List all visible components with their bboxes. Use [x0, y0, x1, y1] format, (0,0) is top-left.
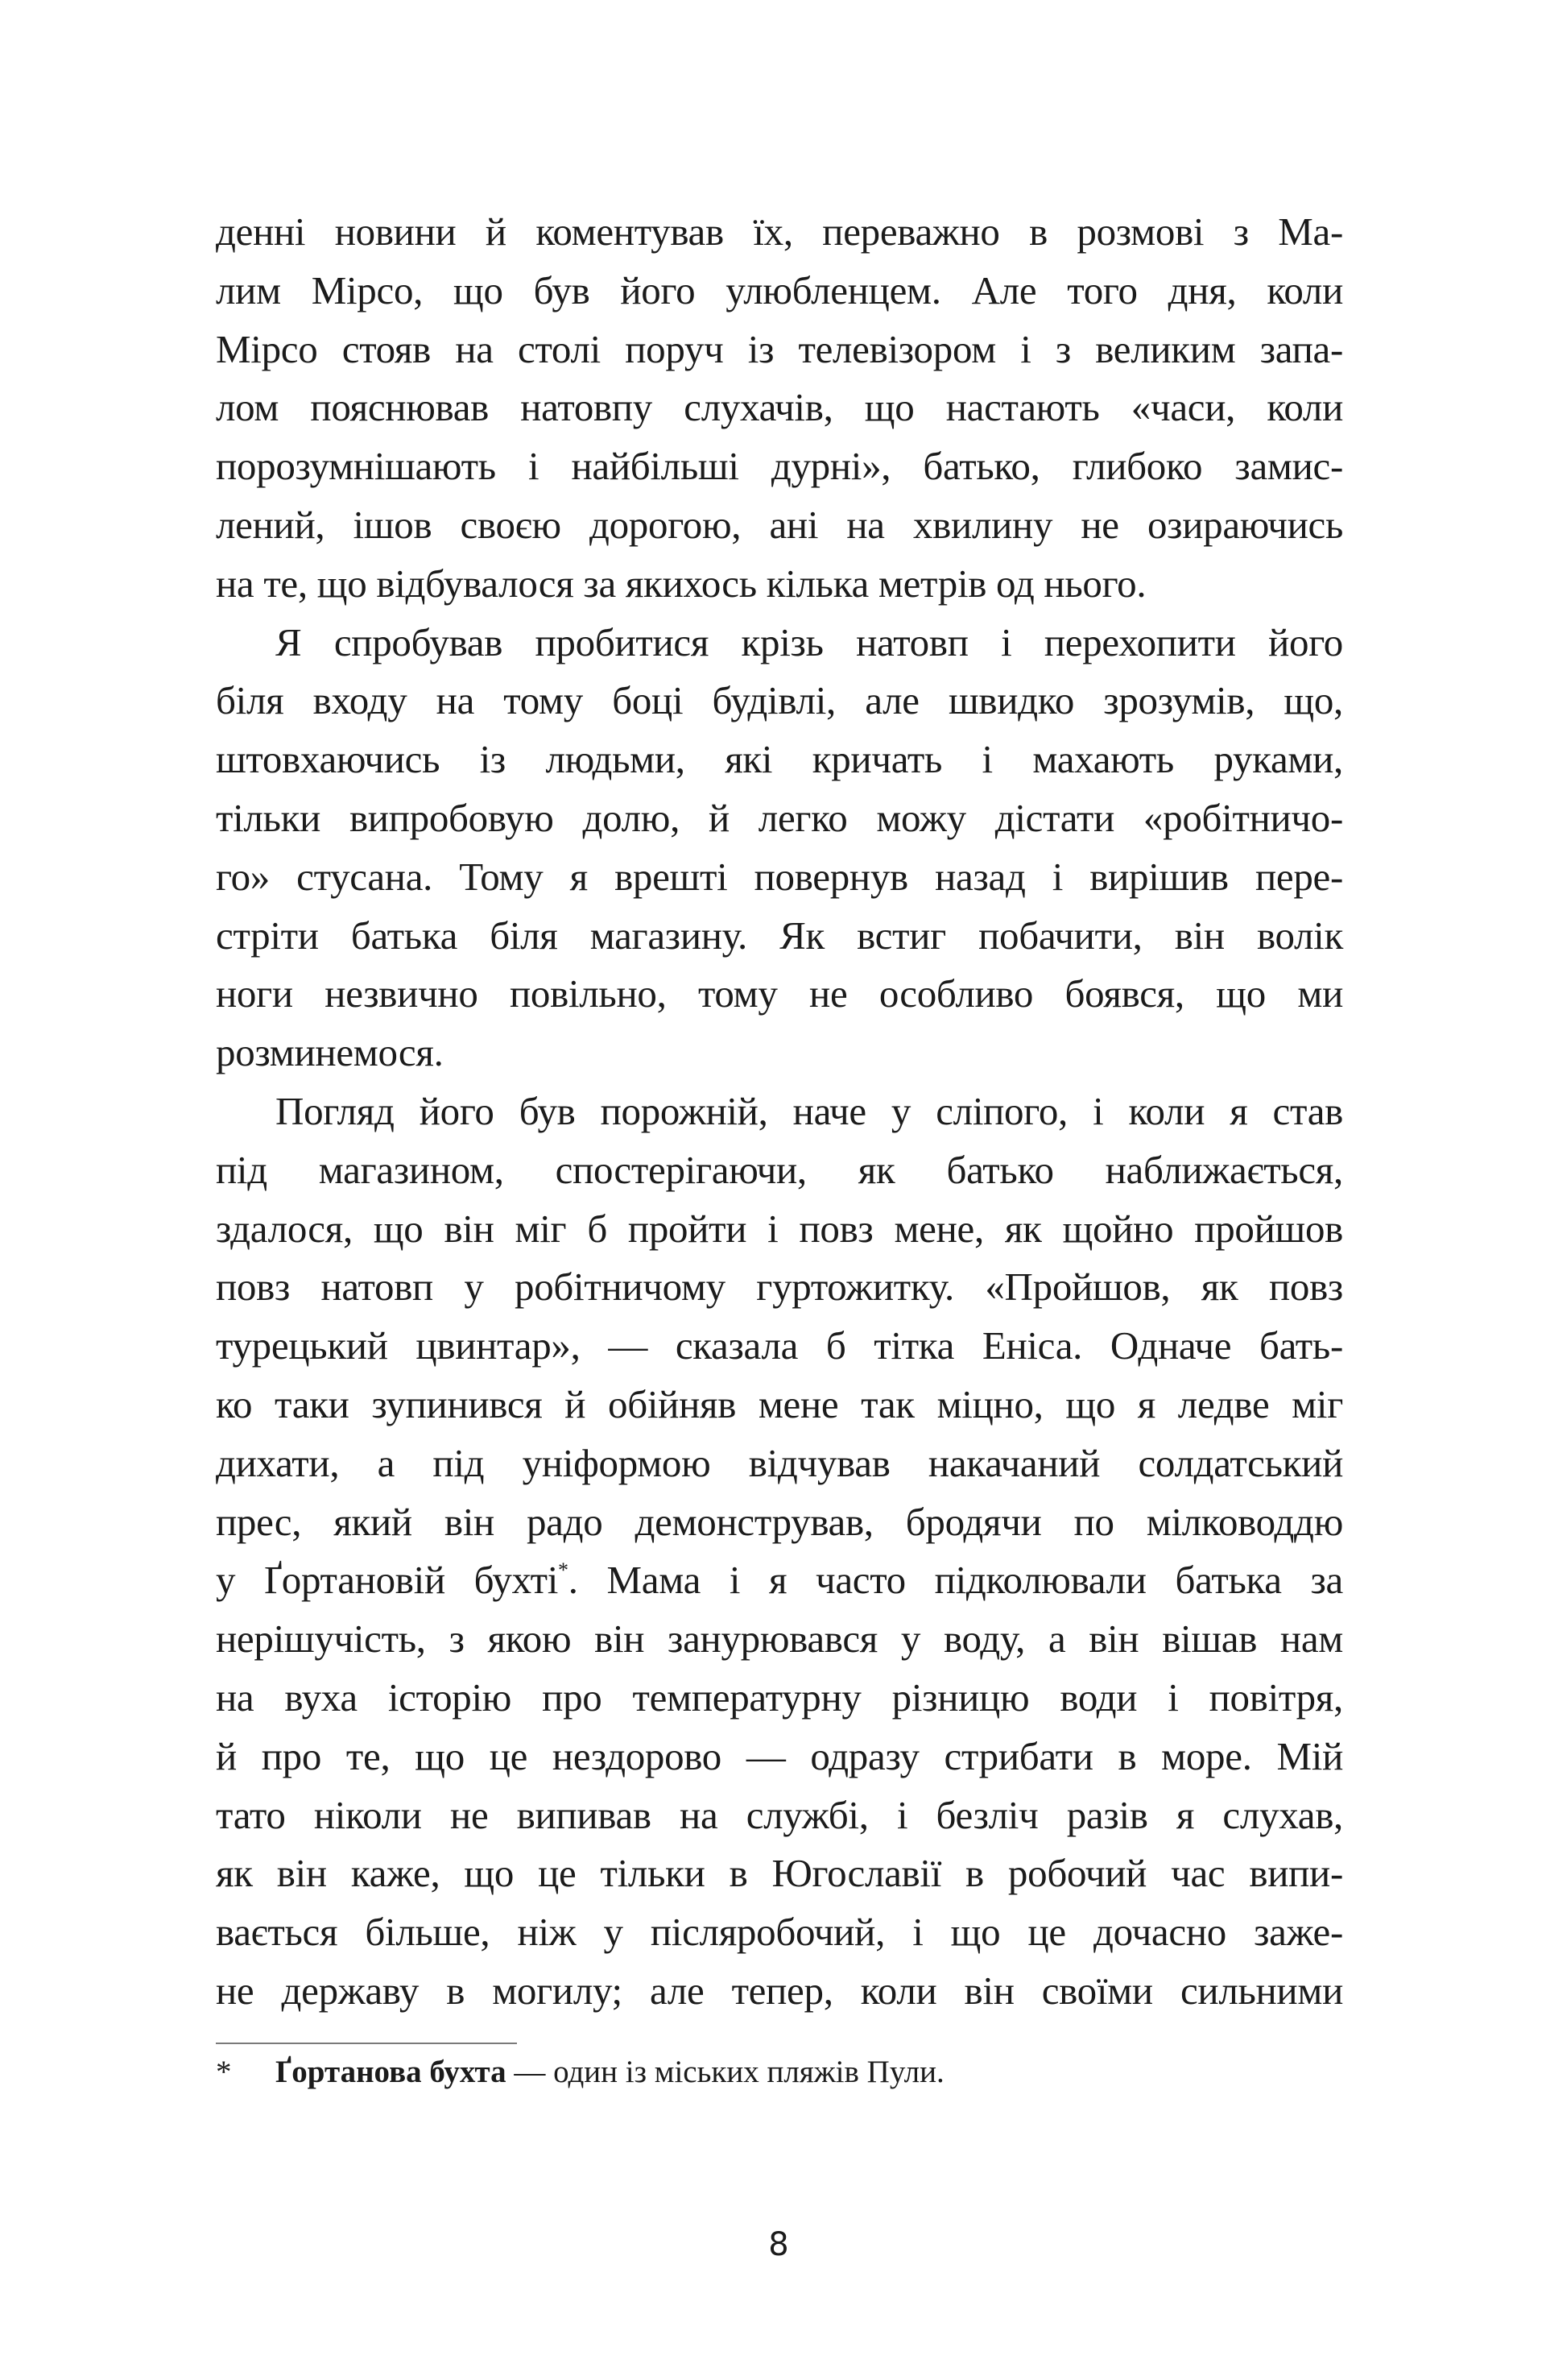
text-line: ноги незвично повільно, тому не особливо боявся, що ми [216, 971, 1343, 1016]
text-fragment: у Ґортановій бухті [216, 1558, 559, 1603]
footnote-reference[interactable]: * [558, 1558, 568, 1583]
text-fragment: . Мама і я часто підколювали батька за [568, 1558, 1343, 1603]
text-line: дихати, а під уніформою відчував накачаний солдатський [216, 1440, 1343, 1485]
text-line: денні новини й коментував їх, переважно в розмові з Ма- [216, 209, 1343, 254]
text-line: стріти батька біля магазину. Як встиг побачити, він волік [216, 913, 1343, 958]
paragraph-1 [216, 203, 1343, 614]
text-line: тато ніколи не випивав на службі, і безліч разів я слухав, [216, 1792, 1343, 1837]
text-line: під магазином, спостерігаючи, як батько наближається, [216, 1147, 1343, 1192]
text-line: й про те, що це нездорово — одразу стрибати в море. Мій [216, 1733, 1343, 1778]
text-line: на те, що відбувалося за якихось кілька метрів од нього. [216, 561, 1147, 606]
page-number: 8 [768, 2226, 789, 2263]
text-line: вається більше, ніж у післяробочий, і що це дочасно заже- [216, 1910, 1343, 1955]
footnote-marker: * [216, 2055, 232, 2089]
text-line: здалося, що він міг б пройти і повз мене, як щойно пройшов [216, 1206, 1343, 1251]
text-line: лом пояснював натовпу слухачів, що настають «часи, коли [216, 385, 1343, 430]
paragraph-2 [216, 614, 1343, 1082]
text-line: повз натовп у робітничому гуртожитку. «Пройшов, як повз [216, 1265, 1343, 1310]
text-line: го» стусана. Тому я врешті повернув назад і вирішив пере- [216, 854, 1343, 899]
footnote [216, 2052, 1343, 2092]
text-line: турецький цвинтар», — сказала б тітка Еніса. Одначе бать- [216, 1323, 1343, 1368]
text-line: розминемося. [216, 1030, 444, 1075]
text-line: біля входу на тому боці будівлі, але швидко зрозумів, що, [216, 678, 1343, 723]
text-line: штовхаючись із людьми, які кричать і махають руками, [216, 737, 1343, 782]
text-line-with-footnote-ref [216, 1551, 1343, 1610]
footnote-divider [216, 2043, 517, 2044]
text-line: Погляд його був порожній, наче у сліпого, і коли я став [275, 1088, 1343, 1133]
text-line: не державу в могилу; але тепер, коли він своїми сильними [216, 1968, 1343, 2013]
text-line: як він каже, що це тільки в Югославії в робочий час випи- [216, 1851, 1343, 1896]
text-line: на вуха історію про температурну різницю води і повітря, [216, 1674, 1343, 1720]
text-line: ко таки зупинився й обійняв мене так міцно, що я ледве міг [216, 1381, 1343, 1426]
footnote-term: Ґортанова бухта [275, 2055, 506, 2089]
paragraph-3 [216, 1082, 1343, 2021]
text-line: лений, ішов своєю дорогою, ані на хвилину не озираючись [216, 502, 1343, 547]
text-line: лим Мірсо, що був його улюбленцем. Але того дня, коли [216, 267, 1343, 313]
footnote-definition: — один із міських пляжів Пули. [506, 2055, 945, 2089]
text-line: Мірсо стояв на столі поруч із телевізором і з великим запа- [216, 326, 1343, 371]
body-text [216, 203, 1343, 2021]
text-line: нерішучість, з якою він занурювався у воду, а він вішав нам [216, 1616, 1343, 1662]
text-line: тільки випробовую долю, й легко можу дістати «робітничо- [216, 795, 1343, 840]
text-line: порозумнішають і найбільші дурні», батько, глибоко замис- [216, 444, 1343, 489]
text-line: Я спробував пробитися крізь натовп і перехопити його [275, 619, 1343, 664]
text-line: прес, який він радо демонстрував, бродячи по мілководдю [216, 1499, 1343, 1544]
